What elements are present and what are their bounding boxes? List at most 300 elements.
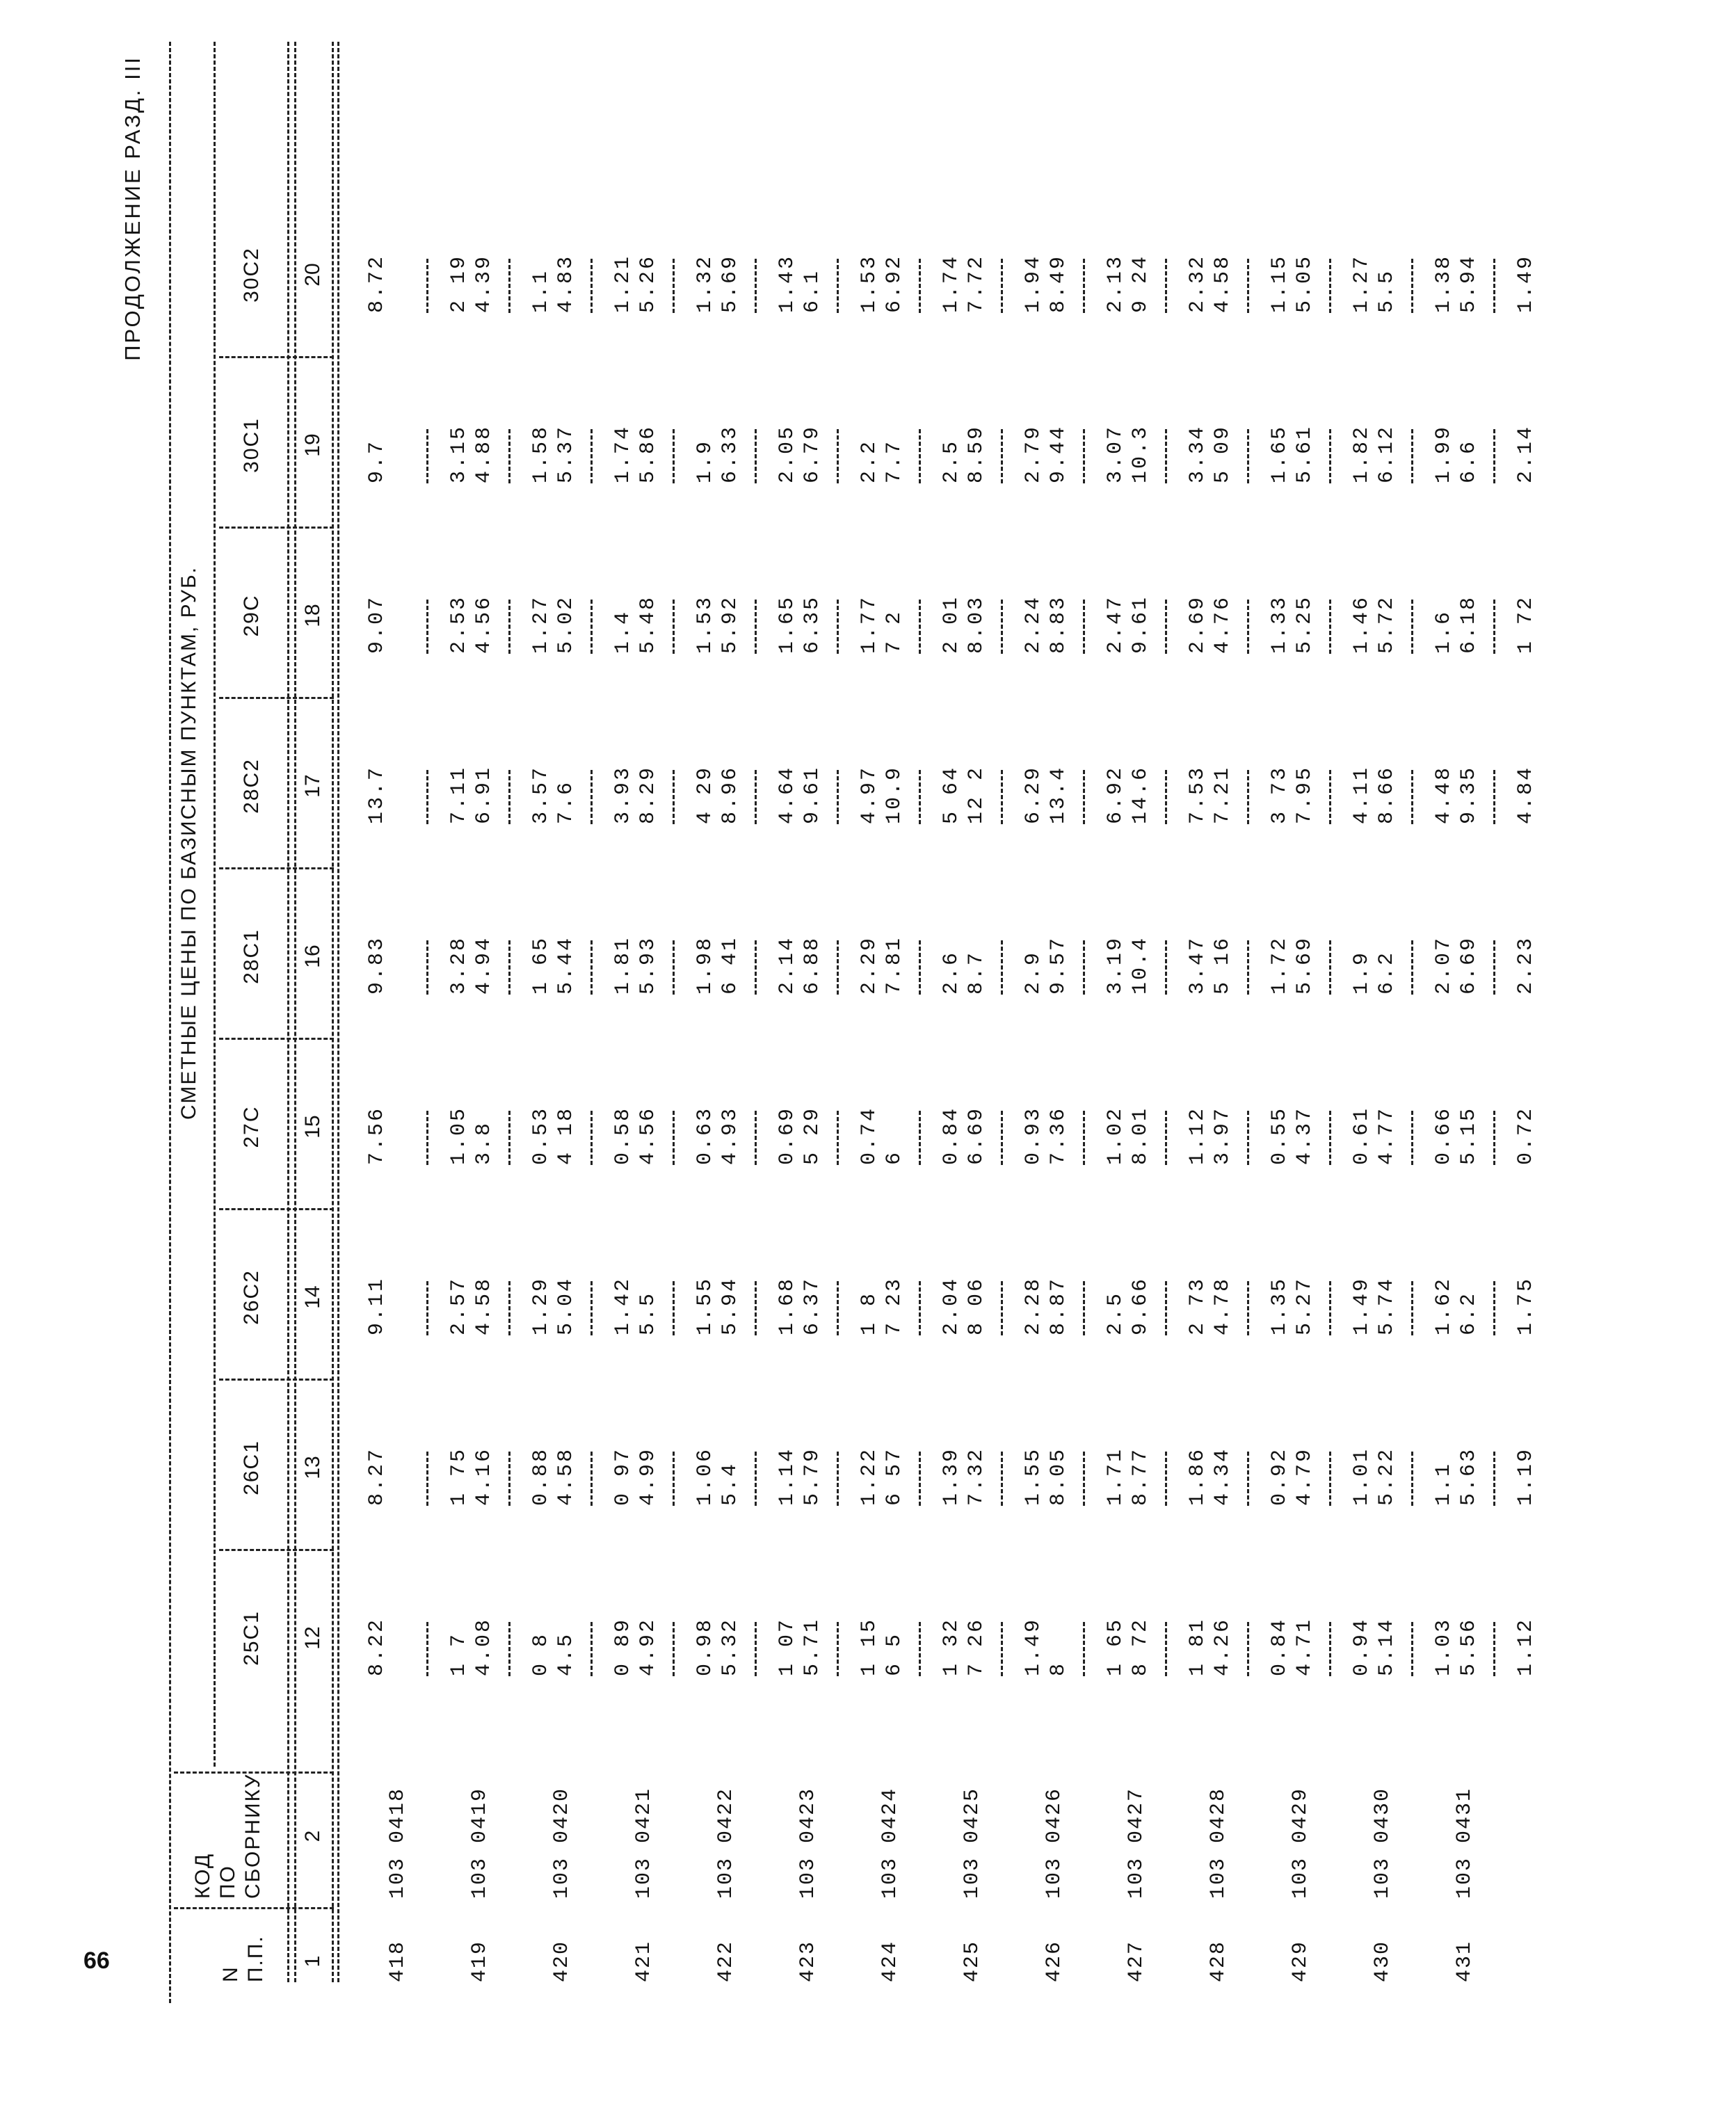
price-separator (673, 1452, 675, 1506)
price-value-bottom: 8 (1047, 1661, 1070, 1676)
column-number-13: 13 (301, 1456, 324, 1479)
price-value-top: 3.47 (1186, 935, 1209, 995)
price-value-bottom: 9.66 (1129, 1276, 1152, 1335)
price-value-top: 1.43 (775, 254, 799, 313)
price-separator (508, 259, 511, 313)
price-separator (1083, 1622, 1085, 1676)
price-value-bottom: 5.93 (636, 935, 660, 995)
price-value-bottom: 6 5 (883, 1632, 906, 1676)
rule-group (214, 42, 216, 1767)
price-value-bottom: 8.49 (1047, 254, 1070, 313)
price-value-top: 2.5 (1104, 1291, 1127, 1335)
price-separator (837, 770, 839, 824)
price-value-bottom: 4.58 (554, 1447, 578, 1506)
rule-colnum-bottom-2 (337, 42, 339, 1982)
price-separator (919, 429, 921, 483)
price-separator (426, 1622, 428, 1676)
price-value-bottom: 5.5 (636, 1291, 660, 1335)
price-value-top: 1 07 (775, 1617, 799, 1676)
price-separator (1083, 1111, 1085, 1165)
price-value-top: 0.55 (1268, 1106, 1292, 1165)
price-value-top: 1.1 (529, 268, 553, 313)
price-value-top: 0 8 (529, 1632, 553, 1676)
price-separator (426, 1111, 428, 1165)
price-value-top: 1.58 (529, 424, 553, 483)
price-value-bottom: 14.6 (1129, 765, 1152, 824)
price-value-top: 3.28 (447, 935, 471, 995)
price-value-top: 1.12 (1514, 1617, 1538, 1676)
price-value-top: 0 97 (611, 1447, 635, 1506)
price-separator (1493, 1452, 1495, 1506)
price-value-top: 4.84 (1514, 765, 1538, 824)
price-separator (590, 429, 593, 483)
price-value-bottom: 4.56 (636, 1106, 660, 1165)
price-value-bottom: 6 57 (883, 1447, 906, 1506)
price-value-bottom: 5.79 (801, 1447, 824, 1506)
row-code: 103 0429 (1289, 1787, 1312, 1899)
price-separator (426, 259, 428, 313)
price-value-bottom: 5 16 (1211, 935, 1235, 995)
price-separator (1083, 770, 1085, 824)
price-separator (673, 1281, 675, 1335)
column-number-16: 16 (301, 945, 324, 968)
price-value-bottom: 9.57 (1047, 935, 1070, 995)
price-value-top: 4.97 (858, 765, 881, 824)
price-separator (755, 1281, 757, 1335)
price-separator (673, 770, 675, 824)
price-value-top: 1.53 (693, 595, 717, 654)
price-separator (1493, 770, 1495, 824)
price-value-bottom: 8 72 (1129, 1617, 1152, 1676)
price-value-bottom: 4.93 (718, 1106, 742, 1165)
price-value-top: 1.12 (1186, 1106, 1209, 1165)
price-value-bottom: 4.58 (1211, 254, 1235, 313)
price-value-top: 1.29 (529, 1276, 553, 1335)
price-value-top: 3.07 (1104, 424, 1127, 483)
price-value-bottom: 5.27 (1293, 1276, 1317, 1335)
price-value-bottom: 8 06 (965, 1276, 988, 1335)
row-number: 431 (1453, 1940, 1477, 1982)
price-value-top: 1.46 (1350, 595, 1374, 654)
row-number: 427 (1125, 1940, 1148, 1982)
header-num-label-2: П.П. (244, 1935, 267, 1982)
header-num-label: N (219, 1966, 242, 1982)
price-separator (1329, 1452, 1331, 1506)
column-separator-7 (219, 527, 334, 529)
row-number: 428 (1207, 1940, 1230, 1982)
price-value-bottom: 6.33 (718, 424, 742, 483)
price-value-top: 2.79 (1022, 424, 1045, 483)
price-value-bottom: 9.44 (1047, 424, 1070, 483)
price-separator (755, 1111, 757, 1165)
price-value-bottom: 5.44 (554, 935, 578, 995)
price-separator (1247, 600, 1249, 654)
price-value-top: 1 75 (447, 1447, 471, 1506)
price-value-bottom: 4.26 (1211, 1617, 1235, 1676)
price-value-bottom: 5.56 (1457, 1617, 1481, 1676)
price-value-top: 9.11 (365, 1276, 389, 1335)
price-separator (1247, 1622, 1249, 1676)
price-value-top: 3.93 (611, 765, 635, 824)
price-value-top: 1.71 (1104, 1447, 1127, 1506)
price-separator (426, 1281, 428, 1335)
price-value-top: 1.65 (1268, 424, 1292, 483)
price-separator (508, 1111, 511, 1165)
price-value-bottom: 4.77 (1375, 1106, 1399, 1165)
price-separator (1083, 1281, 1085, 1335)
price-value-bottom: 5.94 (1457, 254, 1481, 313)
price-separator (590, 1281, 593, 1335)
price-separator (1165, 1111, 1167, 1165)
price-value-top: 1.1 (1432, 1461, 1456, 1506)
price-value-top: 1.35 (1268, 1276, 1292, 1335)
price-separator (1083, 429, 1085, 483)
price-value-bottom: 13.4 (1047, 765, 1070, 824)
price-separator (590, 1452, 593, 1506)
price-value-top: 2.14 (1514, 424, 1538, 483)
price-value-bottom: 8.05 (1047, 1447, 1070, 1506)
column-number-15: 15 (301, 1115, 324, 1139)
price-value-top: 1.27 (529, 595, 553, 654)
column-header-26С1: 26С1 (240, 1440, 263, 1495)
price-value-top: 7.53 (1186, 765, 1209, 824)
price-separator (508, 600, 511, 654)
price-value-bottom: 5.71 (801, 1617, 824, 1676)
price-value-bottom: 4.56 (472, 595, 496, 654)
price-value-bottom: 6.12 (1375, 424, 1399, 483)
price-separator (1083, 259, 1085, 313)
price-value-top: 1 72 (1514, 595, 1538, 654)
price-value-bottom: 7.95 (1293, 765, 1317, 824)
price-separator (837, 1622, 839, 1676)
price-value-bottom: 4.94 (472, 935, 496, 995)
price-value-bottom: 5.14 (1375, 1617, 1399, 1676)
price-value-top: 0.98 (693, 1617, 717, 1676)
price-separator (590, 770, 593, 824)
price-value-top: 1.06 (693, 1447, 717, 1506)
price-separator (590, 600, 593, 654)
column-separator-5 (219, 867, 334, 869)
price-value-bottom: 5.72 (1375, 595, 1399, 654)
price-value-top: 1.62 (1432, 1276, 1456, 1335)
price-value-bottom: 7 26 (965, 1617, 988, 1676)
price-value-bottom: 5.22 (1375, 1447, 1399, 1506)
price-value-bottom: 5.48 (636, 595, 660, 654)
row-number: 424 (878, 1940, 902, 1982)
price-separator (590, 1622, 593, 1676)
price-value-bottom: 7.6 (554, 780, 578, 824)
price-value-bottom: 8.66 (1375, 765, 1399, 824)
price-value-bottom: 7.81 (883, 935, 906, 995)
price-separator (1411, 1622, 1413, 1676)
price-separator (755, 600, 757, 654)
price-separator (673, 259, 675, 313)
price-separator (426, 600, 428, 654)
column-header-26С2: 26С2 (240, 1269, 263, 1325)
price-value-top: 1.38 (1432, 254, 1456, 313)
price-value-top: 0.66 (1432, 1106, 1456, 1165)
price-separator (1493, 940, 1495, 995)
price-value-top: 1.94 (1022, 254, 1045, 313)
price-value-bottom: 4.99 (636, 1447, 660, 1506)
price-value-top: 1.75 (1514, 1276, 1538, 1335)
price-value-top: 1.49 (1022, 1617, 1045, 1676)
price-value-bottom: 5.74 (1375, 1276, 1399, 1335)
price-value-top: 1.86 (1186, 1447, 1209, 1506)
price-value-bottom: 6.69 (965, 1106, 988, 1165)
price-separator (919, 1111, 921, 1165)
header-code-label: КОД (191, 1852, 214, 1899)
price-separator (1165, 1281, 1167, 1335)
price-value-top: 0.88 (529, 1447, 553, 1506)
price-value-top: 2.69 (1186, 595, 1209, 654)
price-value-top: 1 7 (447, 1632, 471, 1676)
row-code: 103 0424 (878, 1787, 902, 1899)
price-separator (1329, 770, 1331, 824)
price-value-bottom: 6.88 (801, 935, 824, 995)
price-value-bottom: 8.01 (1129, 1106, 1152, 1165)
price-value-bottom: 8.29 (636, 765, 660, 824)
price-value-top: 1.55 (693, 1276, 717, 1335)
price-separator (673, 940, 675, 995)
price-value-bottom: 4.16 (472, 1447, 496, 1506)
row-code: 103 0421 (632, 1787, 656, 1899)
price-value-bottom: 4.83 (554, 254, 578, 313)
price-value-bottom: 4.08 (472, 1617, 496, 1676)
price-value-bottom: 6.2 (1375, 950, 1399, 995)
price-separator (426, 1452, 428, 1506)
price-separator (673, 429, 675, 483)
price-value-bottom: 5.05 (1293, 254, 1317, 313)
price-separator (1247, 940, 1249, 995)
price-separator (1411, 429, 1413, 483)
column-header-25С1: 25С1 (240, 1610, 263, 1666)
price-separator (1247, 1281, 1249, 1335)
row-number: 430 (1371, 1940, 1395, 1982)
price-separator (1411, 259, 1413, 313)
price-separator (508, 940, 511, 995)
price-separator (1165, 600, 1167, 654)
price-value-bottom: 5.25 (1293, 595, 1317, 654)
price-value-top: 5 64 (940, 765, 963, 824)
column-separator-4 (219, 1038, 334, 1040)
price-value-bottom: 10.9 (883, 765, 906, 824)
price-value-top: 2.2 (858, 439, 881, 483)
price-separator (1001, 1281, 1003, 1335)
price-value-top: 0.92 (1268, 1447, 1292, 1506)
price-value-top: 2.28 (1022, 1276, 1045, 1335)
price-separator (1001, 600, 1003, 654)
price-separator (1165, 1622, 1167, 1676)
price-value-top: 1.9 (1350, 950, 1374, 995)
price-separator (1411, 1111, 1413, 1165)
price-value-bottom: 4.34 (1211, 1447, 1235, 1506)
price-value-top: 6.92 (1104, 765, 1127, 824)
header-code-label-3: СБОРНИКУ (241, 1773, 264, 1899)
row-number: 425 (961, 1940, 984, 1982)
price-value-top: 0.94 (1350, 1617, 1374, 1676)
price-value-bottom: 8.83 (1047, 595, 1070, 654)
price-value-top: 0.58 (611, 1106, 635, 1165)
price-value-bottom: 6.1 (801, 268, 824, 313)
price-separator (837, 429, 839, 483)
price-separator (1083, 600, 1085, 654)
price-separator (1493, 1111, 1495, 1165)
price-value-top: 4 29 (693, 765, 717, 824)
price-value-bottom: 4.78 (1211, 1276, 1235, 1335)
price-value-bottom: 5.4 (718, 1461, 742, 1506)
price-value-top: 2.05 (775, 424, 799, 483)
rule-header-bottom (287, 42, 289, 1982)
price-value-bottom: 4.58 (472, 1276, 496, 1335)
header-code-label-2: ПО (216, 1865, 239, 1899)
rule-colnum-bottom (332, 42, 334, 1982)
price-separator (1247, 1452, 1249, 1506)
price-table-sheet (108, 42, 1736, 2003)
price-value-top: 1.39 (940, 1447, 963, 1506)
price-separator (1329, 940, 1331, 995)
price-value-top: 2 19 (447, 254, 471, 313)
row-number: 419 (468, 1940, 492, 1982)
price-separator (1083, 940, 1085, 995)
page-number: 66 (83, 1947, 110, 1974)
price-value-bottom: 6.37 (801, 1276, 824, 1335)
price-value-top: 1.27 (1350, 254, 1374, 313)
price-separator (1329, 259, 1331, 313)
price-separator (755, 1452, 757, 1506)
price-separator (1411, 940, 1413, 995)
row-number: 426 (1043, 1940, 1066, 1982)
column-number-20: 20 (301, 263, 324, 287)
column-number-1: 1 (301, 1955, 324, 1968)
price-separator (1001, 1452, 1003, 1506)
price-value-bottom: 6.18 (1457, 595, 1481, 654)
price-value-top: 1.4 (611, 609, 635, 654)
price-value-top: 2.29 (858, 935, 881, 995)
price-value-top: 0.61 (1350, 1106, 1374, 1165)
price-value-bottom: 5.63 (1457, 1447, 1481, 1506)
price-value-top: 2.32 (1186, 254, 1209, 313)
price-separator (837, 259, 839, 313)
price-value-top: 2.9 (1022, 950, 1045, 995)
price-value-top: 13.7 (365, 765, 389, 824)
price-separator (1329, 1111, 1331, 1165)
column-header-29С: 29С (240, 594, 263, 637)
price-value-top: 1.81 (611, 935, 635, 995)
price-separator (1083, 1452, 1085, 1506)
price-value-bottom: 8.03 (965, 595, 988, 654)
price-value-top: 6.29 (1022, 765, 1045, 824)
price-separator (919, 1622, 921, 1676)
price-separator (755, 1622, 757, 1676)
price-value-top: 1.49 (1514, 254, 1538, 313)
column-number-12: 12 (301, 1626, 324, 1650)
price-value-top: 0.53 (529, 1106, 553, 1165)
price-separator (426, 770, 428, 824)
price-separator (1247, 429, 1249, 483)
price-separator (1493, 600, 1495, 654)
price-value-bottom: 4.92 (636, 1617, 660, 1676)
price-value-top: 1.15 (1268, 254, 1292, 313)
price-separator (837, 1111, 839, 1165)
price-value-bottom: 4 18 (554, 1106, 578, 1165)
price-value-top: 3.34 (1186, 424, 1209, 483)
row-code: 103 0420 (550, 1787, 574, 1899)
price-value-top: 2 01 (940, 595, 963, 654)
price-separator (919, 600, 921, 654)
price-value-top: 7.56 (365, 1106, 389, 1165)
price-separator (1493, 1281, 1495, 1335)
price-separator (508, 1281, 511, 1335)
row-number: 420 (550, 1940, 574, 1982)
price-separator (1493, 429, 1495, 483)
price-value-top: 2.23 (1514, 935, 1538, 995)
column-number-14: 14 (301, 1285, 324, 1309)
price-value-top: 0.93 (1022, 1106, 1045, 1165)
price-separator (1329, 1622, 1331, 1676)
column-header-28С1: 28С1 (240, 929, 263, 984)
column-header-28С2: 28С2 (240, 758, 263, 814)
price-value-bottom: 6.6 (1457, 439, 1481, 483)
price-separator (590, 1111, 593, 1165)
price-value-top: 9.83 (365, 935, 389, 995)
price-value-top: 2.5 (940, 439, 963, 483)
row-code: 103 0426 (1043, 1787, 1066, 1899)
price-value-top: 2.04 (940, 1276, 963, 1335)
price-value-bottom: 5 09 (1211, 424, 1235, 483)
price-value-top: 2.13 (1104, 254, 1127, 313)
price-value-top: 1.72 (1268, 935, 1292, 995)
column-separator-6 (219, 697, 334, 699)
price-value-top: 1.65 (775, 595, 799, 654)
price-value-bottom: 5.04 (554, 1276, 578, 1335)
price-value-bottom: 5.26 (636, 254, 660, 313)
price-separator (508, 1452, 511, 1506)
row-code: 103 0422 (714, 1787, 738, 1899)
column-header-30С2: 30С2 (240, 247, 263, 303)
price-value-top: 1.53 (858, 254, 881, 313)
price-value-top: 8.22 (365, 1617, 389, 1676)
price-value-top: 1.42 (611, 1276, 635, 1335)
price-value-bottom: 10.4 (1129, 935, 1152, 995)
price-value-bottom: 4.39 (472, 254, 496, 313)
header-separator-0 (174, 1907, 334, 1909)
price-value-top: 1.82 (1350, 424, 1374, 483)
row-number: 421 (632, 1940, 656, 1982)
price-value-top: 0.74 (858, 1106, 881, 1165)
rule-colnum-top (294, 42, 296, 1982)
price-value-bottom: 6.91 (472, 765, 496, 824)
price-value-bottom: 4.88 (472, 424, 496, 483)
rule-top (169, 42, 171, 2003)
price-value-bottom: 5.32 (718, 1617, 742, 1676)
row-code: 103 0419 (468, 1787, 492, 1899)
price-value-bottom: 8.96 (718, 765, 742, 824)
price-separator (919, 1281, 921, 1335)
price-value-top: 4.48 (1432, 765, 1456, 824)
price-value-top: 3.57 (529, 765, 553, 824)
column-separator-2 (219, 1379, 334, 1381)
price-value-bottom: 6.2 (1457, 1291, 1481, 1335)
price-value-bottom: 6 41 (718, 935, 742, 995)
price-value-bottom: 6 (883, 1150, 906, 1165)
price-value-top: 2.47 (1104, 595, 1127, 654)
header-separator-1 (174, 1771, 334, 1774)
column-header-27С: 27С (240, 1105, 263, 1148)
price-value-bottom: 7 2 (883, 609, 906, 654)
price-value-top: 1 8 (858, 1291, 881, 1335)
price-value-bottom: 5.02 (554, 595, 578, 654)
